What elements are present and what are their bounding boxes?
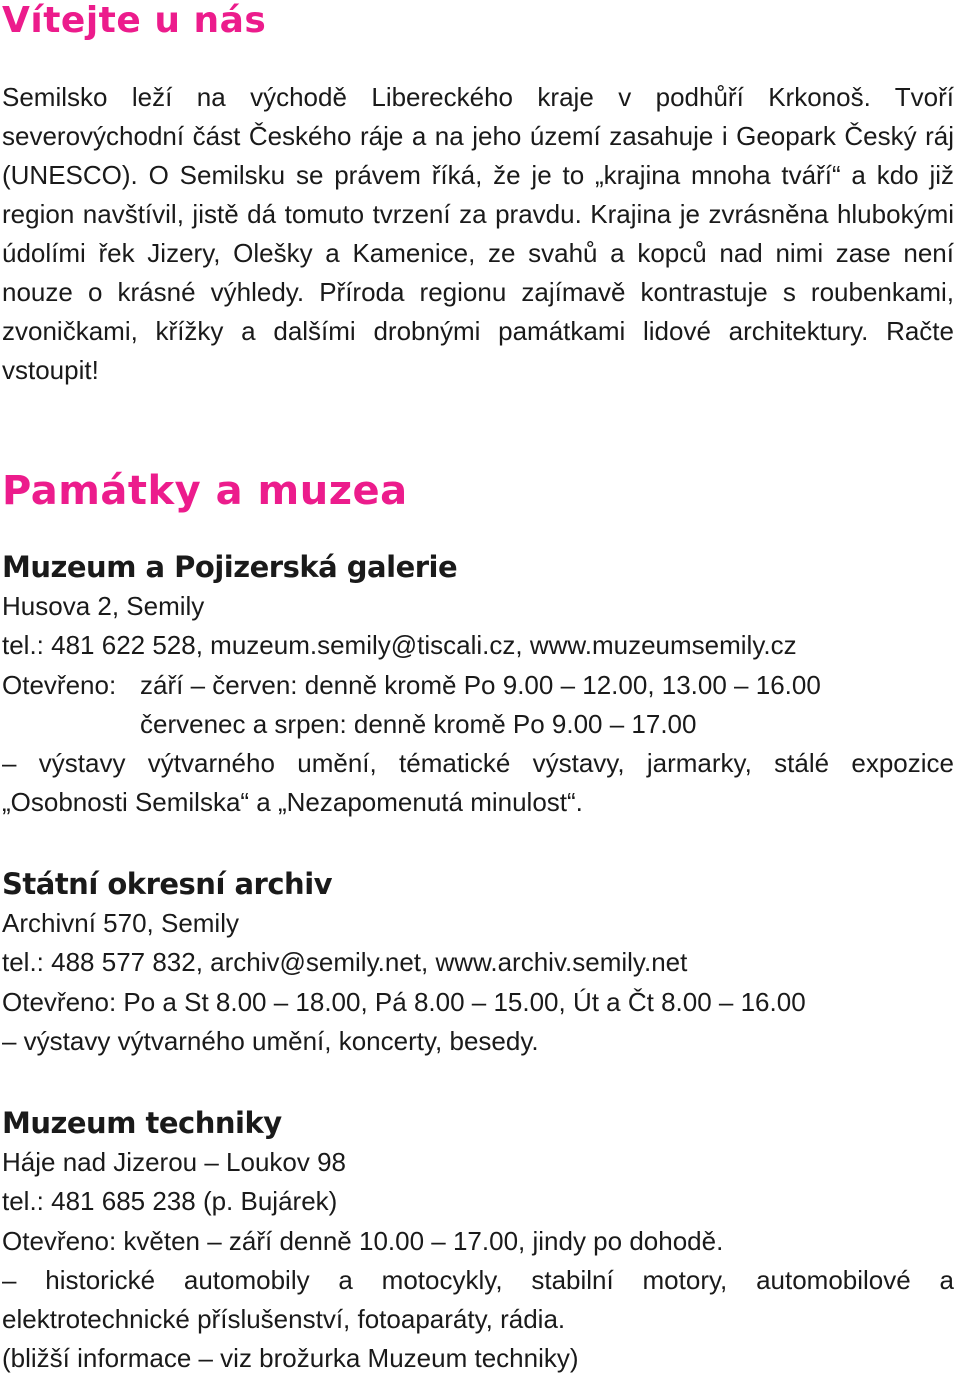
archive-entry	[2, 864, 954, 1061]
opening-hours: Otevřeno: květen – září denně 10.00 – 17.00, jindy po dohodě.	[2, 1225, 724, 1256]
entry-description: – výstavy výtvarného umění, tématické výstavy, jarmarky, stálé expozice „Osobnosti Semilska“ a „Nezapomenutá minulost“.	[2, 748, 954, 818]
entry-contact: tel.: 488 577 832, archiv@semily.net, www.archiv.semily.net	[2, 947, 688, 978]
entry-title: Muzeum a Pojizerská galerie	[2, 550, 458, 584]
entry-address: Háje nad Jizerou – Loukov 98	[2, 1147, 347, 1177]
entry-title: Muzeum techniky	[2, 1106, 282, 1140]
hours-label: Otevřeno:	[2, 669, 117, 700]
entry-address: Husova 2, Semily	[2, 591, 205, 621]
hours-line: červenec a srpen: denně kromě Po 9.00 – 17.00	[140, 708, 697, 739]
welcome-text: Semilsko leží na východě Libereckého kraje v podhůří Krkonoš. Tvoří severovýchodní část Českého ráje a na jeho území zasahuje i Geopark Český ráj (UNESCO). O Semilsku se právem říká, že je to „krajina mnoha tváří“ a kdo již region navštívil, jistě dá tomuto tvrzení za pravdu. Krajina je zvrásněna hlubokými údolími řek Jizery, Olešky a Kamenice, ze svahů a kopců nad nimi zase není nouze o krásné výhledy. Příroda regionu zajímavě kontrastuje s roubenkami, zvoničkami, křížky a dalšími drobnými památkami lidové architektury. Račte vstoupit!	[2, 82, 954, 385]
entry-note: (bližší informace – viz brožurka Muzeum techniky)	[2, 1343, 579, 1374]
hours-line: září – červen: denně kromě Po 9.00 – 12.00, 13.00 – 16.00	[140, 669, 821, 700]
entry-contact: tel.: 481 685 238 (p. Bujárek)	[2, 1186, 338, 1217]
entry-title: Státní okresní archiv	[2, 867, 333, 901]
opening-hours	[2, 666, 954, 745]
section-heading: Památky a muzea	[2, 468, 408, 514]
technology-museum-entry	[2, 1103, 954, 1379]
entry-address: Archivní 570, Semily	[2, 908, 239, 938]
opening-hours: Otevřeno: Po a St 8.00 – 18.00, Pá 8.00 – 15.00, Út a Čt 8.00 – 16.00	[2, 986, 806, 1017]
welcome-heading: Vítejte u nás	[2, 0, 267, 41]
museum-entry	[2, 547, 954, 823]
entry-description: – historické automobily a motocykly, stabilní motory, automobilové a elektrotechnické příslušenství, fotoaparáty, rádia.	[2, 1264, 954, 1335]
entry-description: – výstavy výtvarného umění, koncerty, besedy.	[2, 1025, 539, 1056]
entry-contact: tel.: 481 622 528, muzeum.semily@tiscali.cz, www.muzeumsemily.cz	[2, 630, 797, 661]
